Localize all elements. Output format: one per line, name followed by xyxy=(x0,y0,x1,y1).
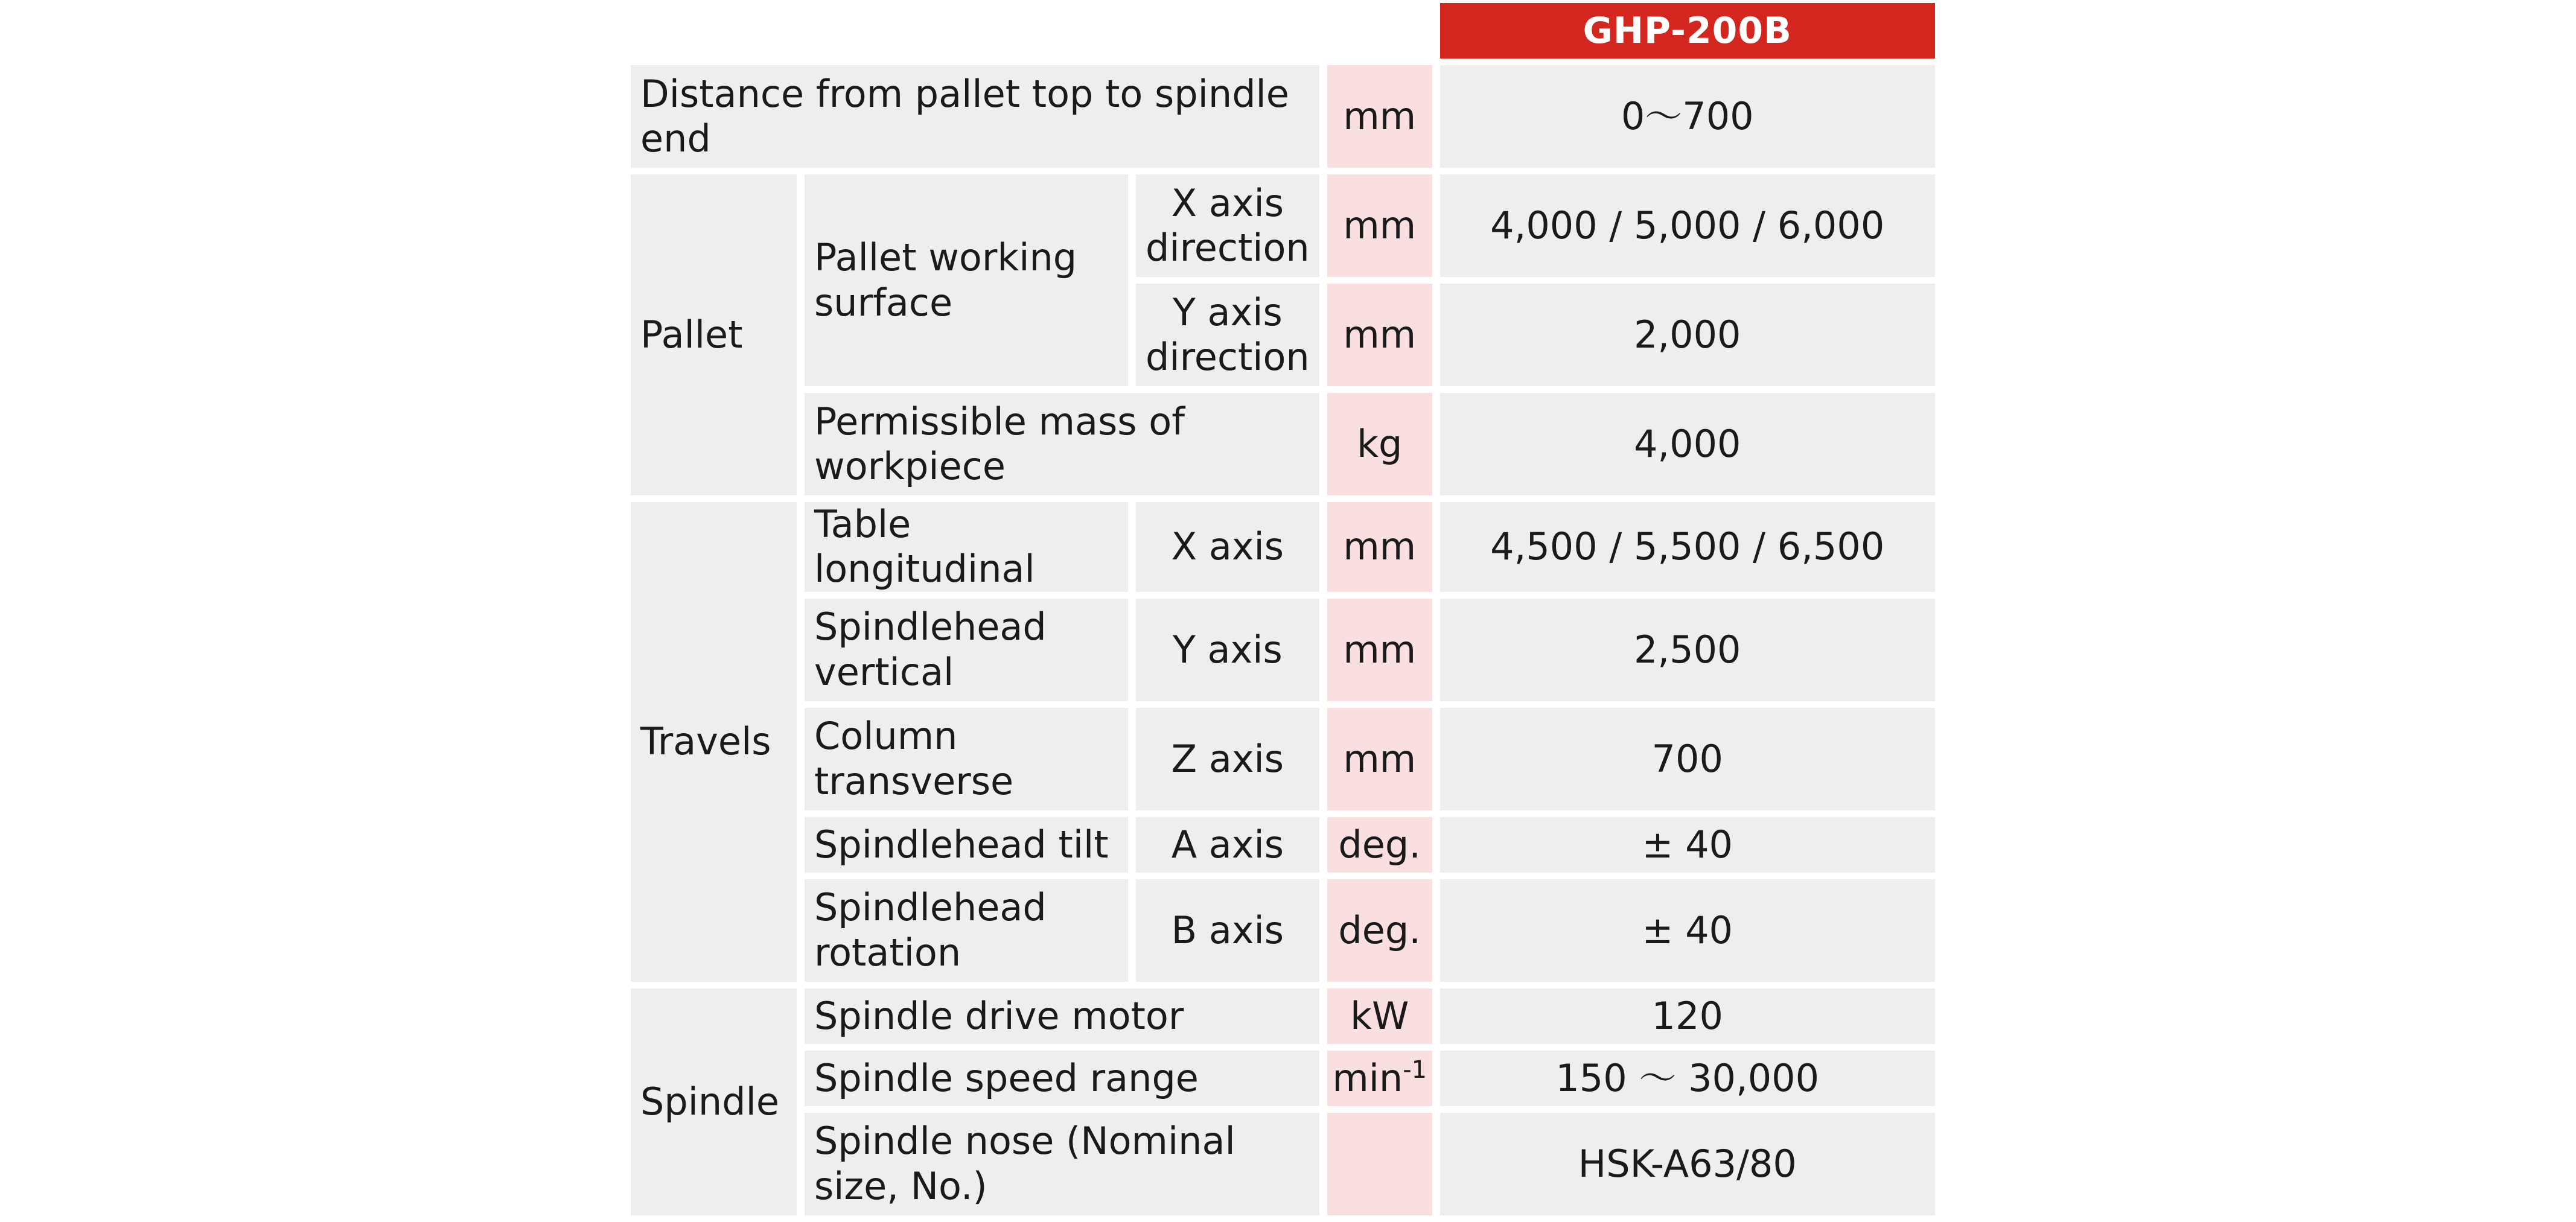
spindle-speed-unit xyxy=(1327,1051,1432,1106)
travel-unit: mm xyxy=(1327,502,1432,592)
pallet-y-axis-label: Y axis direction xyxy=(1136,284,1319,386)
travel-value: 700 xyxy=(1440,708,1935,810)
travel-axis-label: Z axis xyxy=(1136,708,1319,810)
spindle-unit xyxy=(1327,1113,1432,1215)
table-row xyxy=(631,599,1935,701)
travel-axis-label: X axis xyxy=(1136,502,1319,592)
table-row xyxy=(631,174,1935,277)
travel-item-label: Table longitudinal xyxy=(805,502,1128,592)
pallet-x-unit: mm xyxy=(1327,174,1432,277)
travel-item-label: Spindlehead vertical xyxy=(805,599,1128,701)
model-header: GHP-200B xyxy=(1440,3,1935,59)
travel-value: ± 40 xyxy=(1440,879,1935,982)
spindle-item-label: Spindle nose (Nominal size, No.) xyxy=(805,1113,1319,1215)
travels-group-label: Travels xyxy=(631,502,797,982)
table-header-row xyxy=(631,3,1935,59)
spindle-value: 150 〜 30,000 xyxy=(1440,1051,1935,1106)
travel-value: 2,500 xyxy=(1440,599,1935,701)
travel-axis-label: Y axis xyxy=(1136,599,1319,701)
travel-axis-label: B axis xyxy=(1136,879,1319,982)
pallet-mass-value: 4,000 xyxy=(1440,393,1935,495)
spindle-speed-unit-exponent: -1 xyxy=(1403,1055,1427,1084)
header-blank xyxy=(631,3,1432,59)
travel-item-label: Spindlehead tilt xyxy=(805,817,1128,873)
travel-unit: deg. xyxy=(1327,817,1432,873)
pallet-y-value: 2,000 xyxy=(1440,284,1935,386)
table-row xyxy=(631,879,1935,982)
travel-value: 4,500 / 5,500 / 6,500 xyxy=(1440,502,1935,592)
spindle-value: 120 xyxy=(1440,988,1935,1044)
spindle-speed-unit-base: min xyxy=(1332,1055,1403,1100)
distance-value: 0〜700 xyxy=(1440,65,1935,168)
pallet-group-label: Pallet xyxy=(631,174,797,495)
pallet-y-unit: mm xyxy=(1327,284,1432,386)
table-row xyxy=(631,708,1935,810)
spec-table xyxy=(623,0,1943,1222)
spindle-group-label: Spindle xyxy=(631,988,797,1215)
table-row xyxy=(631,65,1935,168)
spindle-value: HSK-A63/80 xyxy=(1440,1113,1935,1215)
distance-label: Distance from pallet top to spindle end xyxy=(631,65,1319,168)
travel-item-label: Spindlehead rotation xyxy=(805,879,1128,982)
pallet-mass-unit: kg xyxy=(1327,393,1432,495)
spindle-item-label: Spindle drive motor xyxy=(805,988,1319,1044)
travel-unit: mm xyxy=(1327,599,1432,701)
pallet-x-value: 4,000 / 5,000 / 6,000 xyxy=(1440,174,1935,277)
distance-unit: mm xyxy=(1327,65,1432,168)
spindle-item-label: Spindle speed range xyxy=(805,1051,1319,1106)
travel-value: ± 40 xyxy=(1440,817,1935,873)
travel-unit: deg. xyxy=(1327,879,1432,982)
travel-axis-label: A axis xyxy=(1136,817,1319,873)
pallet-working-surface-label: Pallet working surface xyxy=(805,174,1128,386)
pallet-mass-label: Permissible mass of workpiece xyxy=(805,393,1319,495)
table-row xyxy=(631,988,1935,1044)
table-row xyxy=(631,1113,1935,1215)
table-row xyxy=(631,502,1935,592)
table-row xyxy=(631,1051,1935,1106)
travel-item-label: Column transverse xyxy=(805,708,1128,810)
table-row xyxy=(631,393,1935,495)
travel-unit: mm xyxy=(1327,708,1432,810)
pallet-x-axis-label: X axis direction xyxy=(1136,174,1319,277)
spindle-unit: kW xyxy=(1327,988,1432,1044)
table-row xyxy=(631,817,1935,873)
